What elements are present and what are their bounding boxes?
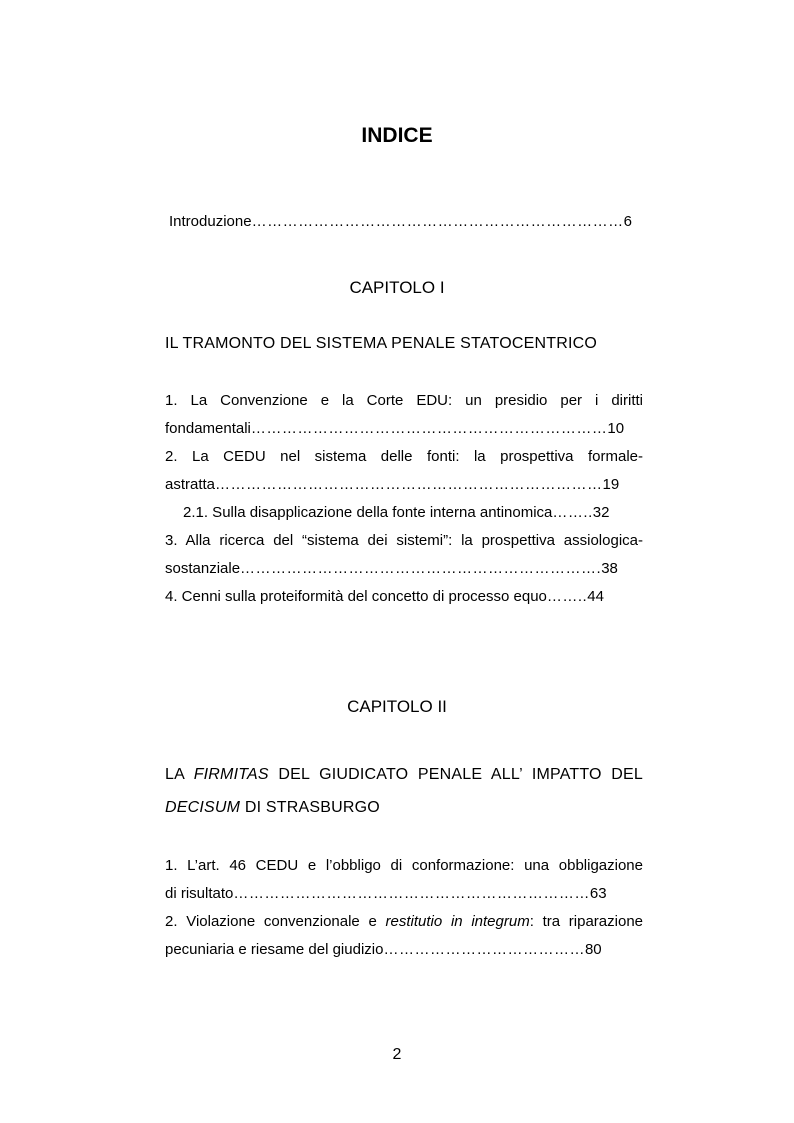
toc-entry-label: pecuniaria e riesame del giudizio [165,941,384,958]
toc-entry-label: 4. Cenni sulla proteiformità del concetto di processo equo [165,588,547,605]
toc-leader-dots: …………………………………………………………… [233,885,590,902]
toc-entry-3-line2[interactable] [165,560,618,578]
toc-leader-dots: …….. [546,588,588,605]
page-title: INDICE [361,124,433,147]
chapter-2-heading-line1 [165,765,643,785]
heading-text: DEL GIUDICATO PENALE ALL’ IMPATTO DEL [268,766,644,783]
toc-entry-2-line1[interactable]: 2. La CEDU nel sistema delle fonti: la prospettiva formale- [165,448,643,465]
toc-page-number: 10 [607,420,625,437]
toc-entry-label: Introduzione [169,213,252,230]
chapter-1-label: CAPITOLO I [349,278,445,297]
toc-entry-label: sostanziale [165,560,241,577]
toc-page-number: 6 [623,213,632,230]
toc-page-number: 32 [592,504,610,521]
heading-italic-firmitas: FIRMITAS [193,766,269,783]
toc-entry-introduzione[interactable] [169,213,641,231]
toc-leader-dots: …….. [552,504,593,521]
toc-entry-1-line1[interactable]: 1. La Convenzione e la Corte EDU: un presidio per i diritti [165,392,643,409]
toc-page-number: 44 [587,588,604,605]
toc-entry-4[interactable] [165,588,604,606]
toc-entry-label: 2.1. Sulla disapplicazione della fonte interna antinomica [183,504,553,521]
toc-entry-3-line1[interactable]: 3. Alla ricerca del “sistema dei sistemi”: la prospettiva assiologica- [165,532,643,549]
toc-leader-dots: ………………………………… [383,941,585,958]
toc-entry-label: di risultato [165,885,234,902]
toc-entry-c2-2-line1[interactable] [165,913,643,931]
toc-entry-label: fondamentali [165,420,251,437]
chapter-1-heading: IL TRAMONTO DEL SISTEMA PENALE STATOCENTRICO [165,335,597,352]
page-number: 2 [392,1046,402,1063]
toc-entry-c2-1-line2[interactable] [165,885,607,903]
chapter-2-heading-line2 [165,798,380,818]
toc-entry-italic: restitutio in integrum [385,913,530,930]
toc-entry-1-line2[interactable] [165,420,624,438]
toc-leader-dots: ……………………………………………………………. [240,560,602,577]
toc-entry-2-1[interactable] [183,504,609,522]
heading-italic-decisum: DECISUM [165,799,241,816]
toc-entry-2-line2[interactable] [165,476,619,494]
toc-page-number: 63 [589,885,607,902]
chapter-2-label: CAPITOLO II [347,697,447,716]
toc-entry-label: astratta [165,476,216,493]
heading-text: DI STRASBURGO [240,799,380,816]
toc-entry-c2-2-line2[interactable] [165,941,602,959]
toc-leader-dots: …………………………………………………………… [250,420,608,437]
toc-leader-dots: ………………………………………………………………… [215,476,603,493]
toc-page-number: 38 [601,560,618,577]
toc-leader-dots: ……………………………………………………………… [251,213,624,230]
heading-text: LA [165,766,194,783]
toc-entry-label: : tra riparazione [529,913,644,930]
toc-page-number: 19 [602,476,620,493]
toc-entry-c2-1-line1[interactable]: 1. L’art. 46 CEDU e l’obbligo di conformazione: una obbligazione [165,857,643,874]
toc-page-number: 80 [584,941,602,958]
toc-entry-label: 2. Violazione convenzionale e [165,913,386,930]
